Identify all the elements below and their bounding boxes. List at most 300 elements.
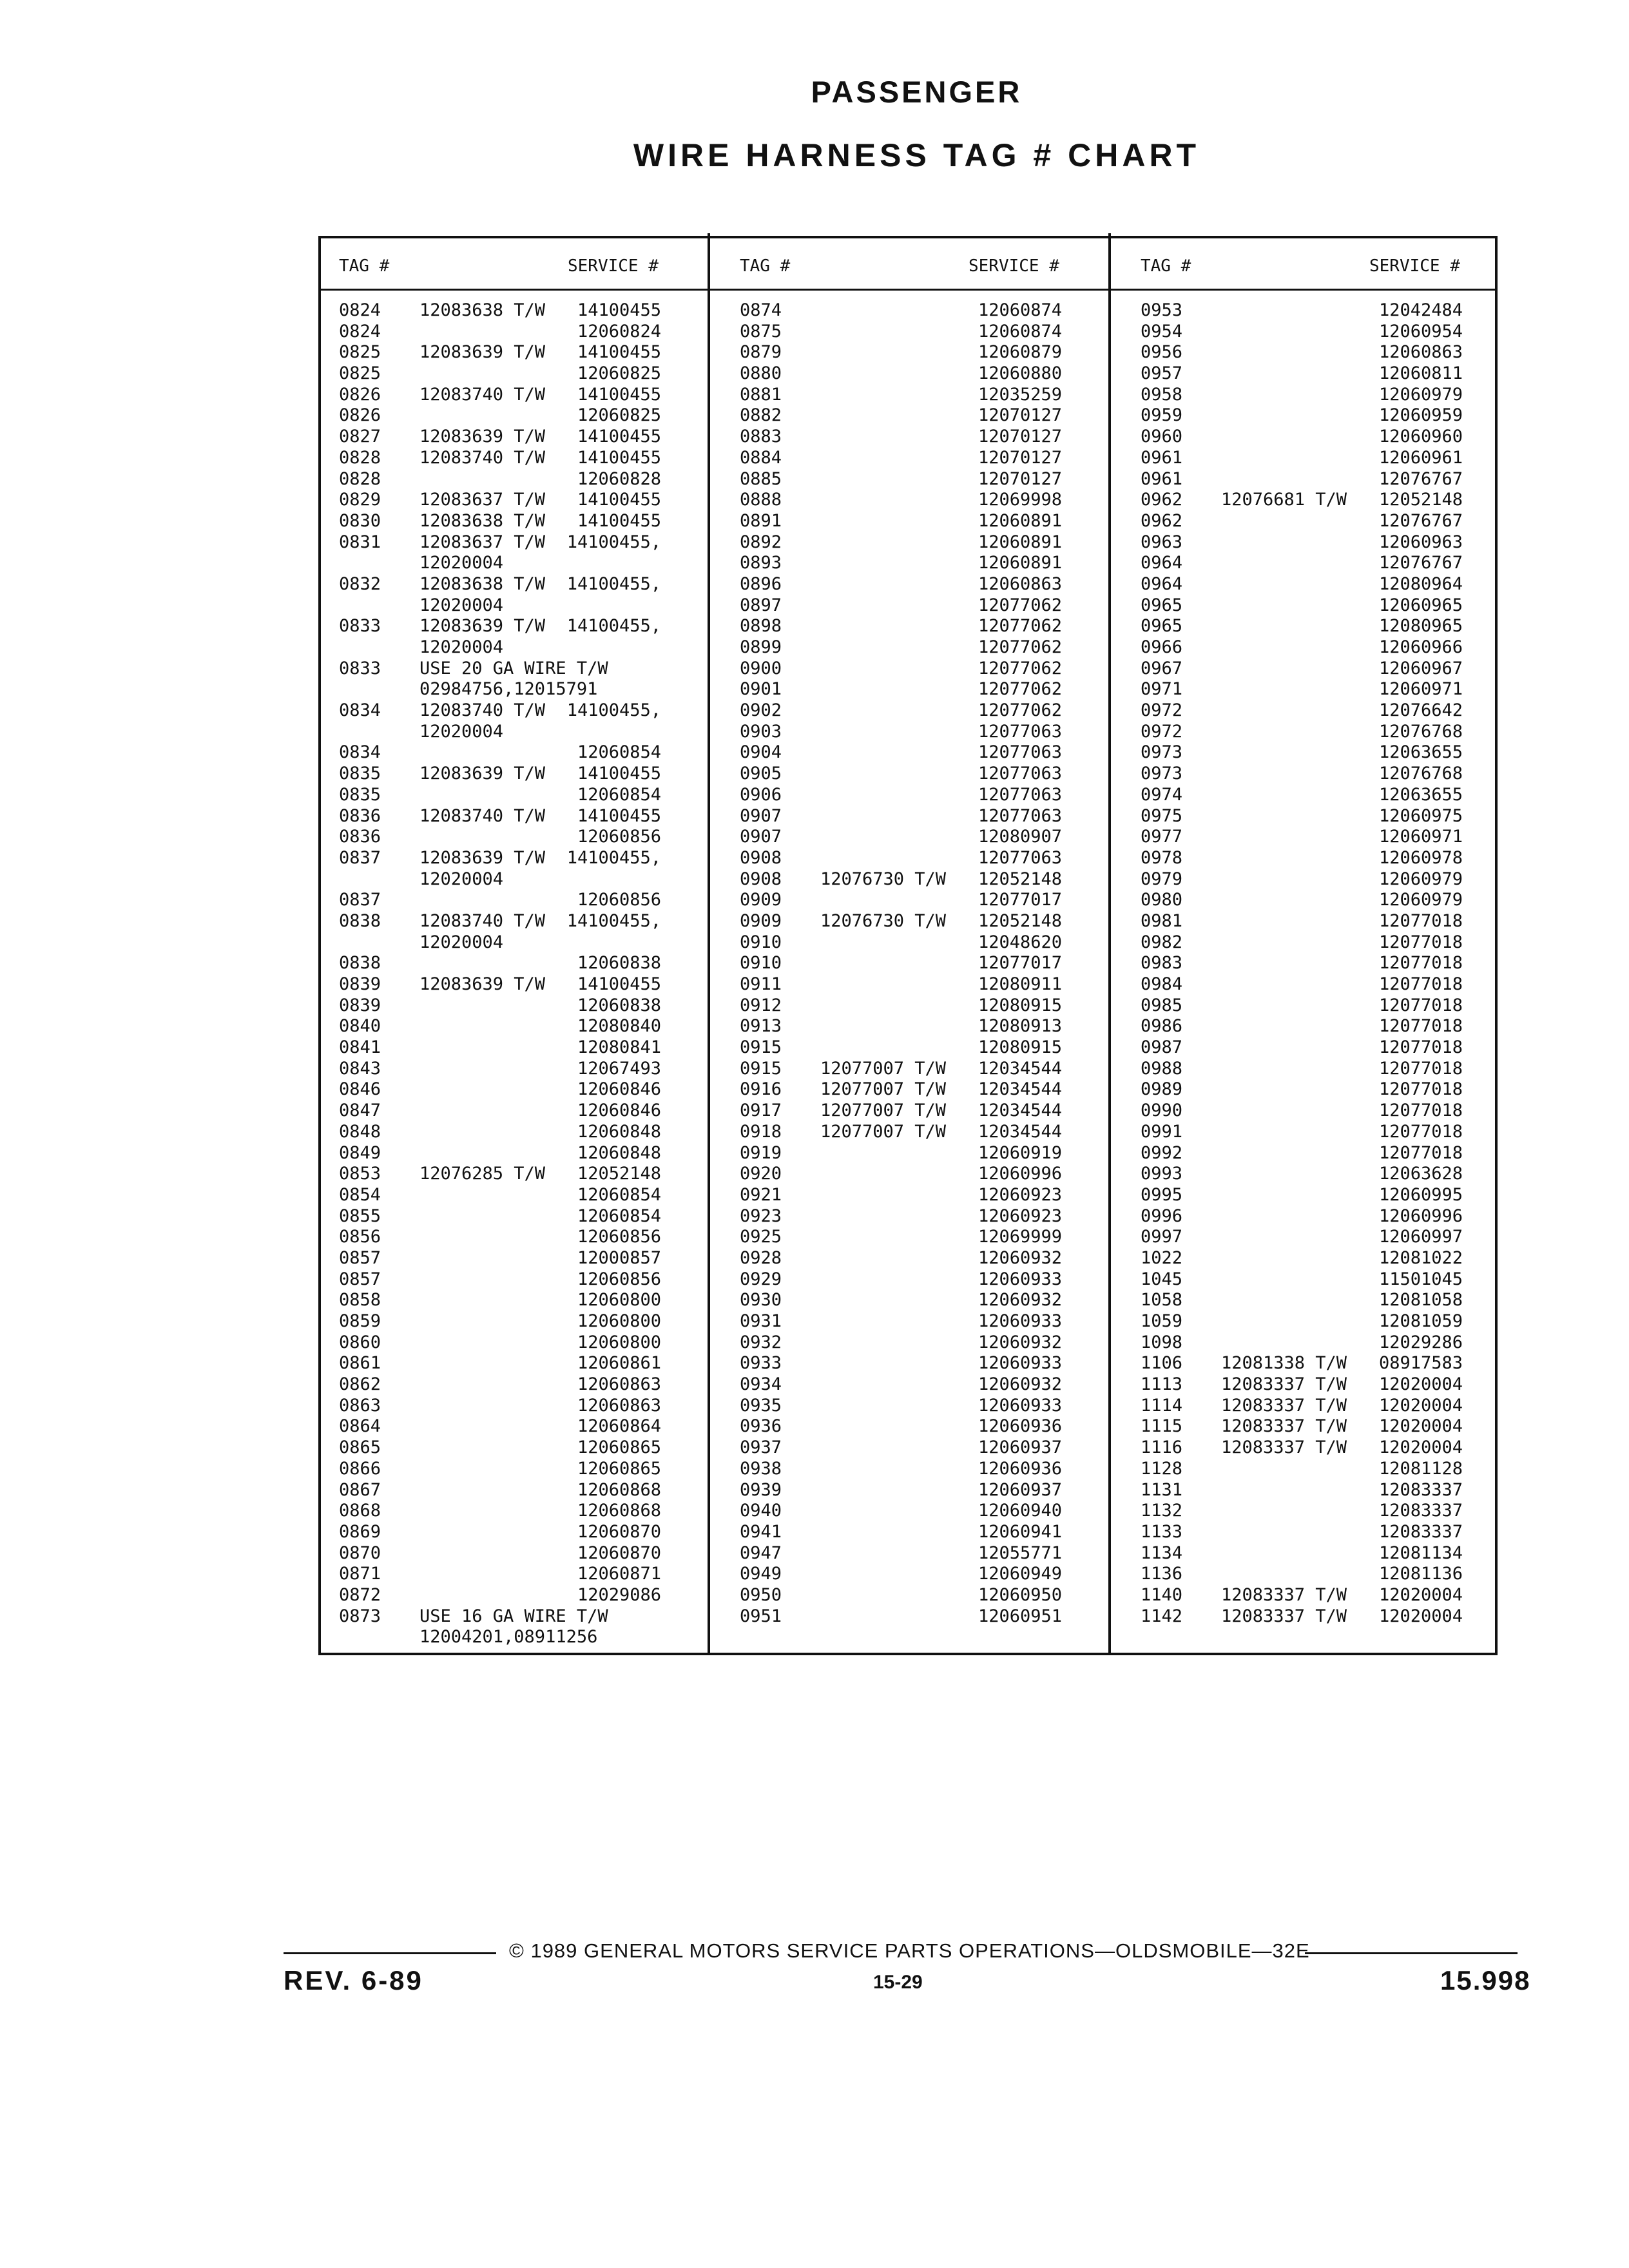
continuation-text: 12020004 bbox=[419, 553, 504, 573]
replacement-prefix: 12083639 T/W bbox=[419, 427, 546, 447]
header-service-col2: SERVICE # bbox=[969, 256, 1059, 276]
service-number: 12042484 bbox=[1378, 300, 1463, 320]
tag-number: 0839 bbox=[339, 974, 381, 994]
service-number: 12080907 bbox=[978, 827, 1062, 847]
service-number: 12060979 bbox=[1378, 384, 1463, 405]
tag-number: 0826 bbox=[339, 384, 381, 405]
service-number: 11501045 bbox=[1378, 1269, 1463, 1289]
service-number: 12060961 bbox=[1378, 447, 1463, 468]
tag-number: 0903 bbox=[740, 721, 782, 742]
tag-number: 0833 bbox=[339, 658, 381, 678]
tag-number: 0962 bbox=[1141, 510, 1183, 531]
tag-number: 0912 bbox=[740, 995, 782, 1015]
service-number: 12077062 bbox=[978, 595, 1062, 615]
service-number: 12063655 bbox=[1378, 784, 1463, 805]
service-number: 12076767 bbox=[1378, 510, 1463, 531]
tag-number: 0918 bbox=[740, 1121, 782, 1142]
service-number: 12060967 bbox=[1378, 658, 1463, 678]
tag-number: 0825 bbox=[339, 342, 381, 363]
tag-number: 0879 bbox=[740, 342, 782, 363]
tag-number: 0896 bbox=[740, 573, 782, 594]
service-number: 12060932 bbox=[978, 1247, 1062, 1268]
service-number: 12080915 bbox=[978, 1037, 1062, 1058]
tag-number: 0898 bbox=[740, 616, 782, 637]
tag-number: 0893 bbox=[740, 553, 782, 573]
copyright-line: © 1989 GENERAL MOTORS SERVICE PARTS OPERATIONS—OLDSMOBILE—32E bbox=[509, 1939, 1310, 1962]
tag-number: 0908 bbox=[740, 847, 782, 868]
tag-number: 1113 bbox=[1141, 1374, 1183, 1395]
service-number: 14100455 bbox=[577, 342, 661, 363]
tag-number: 0856 bbox=[339, 1227, 381, 1247]
service-number: 12060828 bbox=[577, 468, 661, 489]
replacement-prefix: 12076285 T/W bbox=[419, 1164, 546, 1184]
tag-number: 0997 bbox=[1141, 1227, 1183, 1247]
continuation-text: 12020004 bbox=[419, 637, 504, 657]
tag-number: 0833 bbox=[339, 616, 381, 637]
service-number: 12069998 bbox=[978, 490, 1062, 510]
service-number: 12060854 bbox=[577, 1184, 661, 1205]
tag-number: 0993 bbox=[1141, 1164, 1183, 1184]
service-number: 14100455 bbox=[577, 384, 661, 405]
tag-number: 0830 bbox=[339, 510, 381, 531]
chart-title: WIRE HARNESS TAG # CHART bbox=[633, 137, 1200, 173]
service-number: 12080964 bbox=[1378, 573, 1463, 594]
tag-number: 0931 bbox=[740, 1311, 782, 1331]
service-number: 14100455 bbox=[577, 300, 661, 320]
tag-number: 1098 bbox=[1141, 1332, 1183, 1352]
tag-number: 0928 bbox=[740, 1247, 782, 1268]
tag-number: 0843 bbox=[339, 1058, 381, 1079]
service-number: 12077018 bbox=[1378, 1079, 1463, 1100]
service-number: 12060933 bbox=[978, 1395, 1062, 1416]
service-number: 12020004 bbox=[1378, 1437, 1463, 1458]
service-number: 12029286 bbox=[1378, 1332, 1463, 1352]
tag-number: 0907 bbox=[740, 805, 782, 826]
service-number: 12060936 bbox=[978, 1458, 1062, 1479]
service-number: 14100455 bbox=[577, 764, 661, 784]
tag-number: 0933 bbox=[740, 1353, 782, 1374]
tag-number: 1142 bbox=[1141, 1606, 1183, 1626]
tag-number: 0973 bbox=[1141, 764, 1183, 784]
tag-number: 0865 bbox=[339, 1437, 381, 1458]
service-number: 12020004 bbox=[1378, 1374, 1463, 1395]
tag-number: 0983 bbox=[1141, 953, 1183, 974]
service-number: 12020004 bbox=[1378, 1584, 1463, 1605]
service-number: 12060848 bbox=[577, 1142, 661, 1163]
tag-number: 0874 bbox=[740, 300, 782, 320]
service-number: 12069999 bbox=[978, 1227, 1062, 1247]
tag-number: 0958 bbox=[1141, 384, 1183, 405]
replacement-prefix: 12083639 T/W bbox=[419, 974, 546, 994]
replacement-prefix: 12083637 T/W bbox=[419, 532, 546, 552]
tag-number: 0935 bbox=[740, 1395, 782, 1416]
page-title: PASSENGER bbox=[811, 75, 1023, 109]
service-number: 12052148 bbox=[577, 1164, 661, 1184]
service-number: 12077017 bbox=[978, 890, 1062, 910]
tag-number: 0923 bbox=[740, 1206, 782, 1226]
header-rule bbox=[321, 289, 1495, 291]
service-number: 12077018 bbox=[1378, 1100, 1463, 1121]
continuation-text: 12020004 bbox=[419, 595, 504, 615]
tag-number: 0824 bbox=[339, 300, 381, 320]
tag-number: 0979 bbox=[1141, 869, 1183, 889]
service-number: 12060923 bbox=[978, 1206, 1062, 1226]
service-number: 12060965 bbox=[1378, 595, 1463, 615]
service-number: 12077018 bbox=[1378, 932, 1463, 952]
service-number: 12060854 bbox=[577, 1206, 661, 1226]
tag-number: 1140 bbox=[1141, 1584, 1183, 1605]
service-number: 12052148 bbox=[978, 910, 1062, 931]
service-number: 12070127 bbox=[978, 447, 1062, 468]
service-number: 14100455, bbox=[566, 910, 661, 931]
replacement-prefix: 12083337 T/W bbox=[1221, 1584, 1347, 1605]
service-number: 12060825 bbox=[577, 405, 661, 426]
tag-number: 0888 bbox=[740, 490, 782, 510]
tag-number: 0828 bbox=[339, 447, 381, 468]
replacement-prefix: 12081338 T/W bbox=[1221, 1353, 1347, 1374]
tag-number: 1134 bbox=[1141, 1542, 1183, 1563]
service-number: 12060940 bbox=[978, 1501, 1062, 1521]
service-number: 12063628 bbox=[1378, 1164, 1463, 1184]
service-number: 12060848 bbox=[577, 1121, 661, 1142]
service-number: 12077018 bbox=[1378, 1016, 1463, 1037]
service-number: 08917583 bbox=[1378, 1353, 1463, 1374]
tag-number: 0982 bbox=[1141, 932, 1183, 952]
service-number: 12000857 bbox=[577, 1247, 661, 1268]
tag-number: 0964 bbox=[1141, 573, 1183, 594]
tag-number: 0849 bbox=[339, 1142, 381, 1163]
service-number: 12048620 bbox=[978, 932, 1062, 952]
service-number: 12034544 bbox=[978, 1079, 1062, 1100]
tag-number: 1131 bbox=[1141, 1479, 1183, 1500]
tag-number: 0836 bbox=[339, 827, 381, 847]
tag-number: 0880 bbox=[740, 363, 782, 384]
tag-number: 0899 bbox=[740, 637, 782, 657]
service-number: 12077018 bbox=[1378, 910, 1463, 931]
tag-number: 0829 bbox=[339, 490, 381, 510]
service-number: 12060879 bbox=[978, 342, 1062, 363]
tag-number: 0975 bbox=[1141, 805, 1183, 826]
service-number: 12060932 bbox=[978, 1290, 1062, 1311]
service-number: 12060800 bbox=[577, 1290, 661, 1311]
service-number: 12076768 bbox=[1378, 721, 1463, 742]
tag-number: 0916 bbox=[740, 1079, 782, 1100]
service-number: 12077062 bbox=[978, 658, 1062, 678]
service-number: 12060856 bbox=[577, 827, 661, 847]
tag-number: 0870 bbox=[339, 1542, 381, 1563]
tag-number: 0967 bbox=[1141, 658, 1183, 678]
service-number: 14100455 bbox=[577, 510, 661, 531]
service-number: 12060937 bbox=[978, 1479, 1062, 1500]
header-tag-col2: TAG # bbox=[740, 256, 791, 276]
service-number: 12060874 bbox=[978, 321, 1062, 341]
replacement-prefix: 12083639 T/W bbox=[419, 616, 546, 637]
service-number: 12060863 bbox=[978, 573, 1062, 594]
tag-number: 0925 bbox=[740, 1227, 782, 1247]
tag-number: 0932 bbox=[740, 1332, 782, 1352]
service-number: 12080913 bbox=[978, 1016, 1062, 1037]
replacement-prefix: USE 20 GA WIRE T/W bbox=[419, 658, 608, 678]
replacement-prefix: 12083637 T/W bbox=[419, 490, 546, 510]
service-number: 12060846 bbox=[577, 1079, 661, 1100]
tag-number: 0827 bbox=[339, 427, 381, 447]
service-number: 12077018 bbox=[1378, 953, 1463, 974]
service-number: 12060995 bbox=[1378, 1184, 1463, 1205]
service-number: 12080965 bbox=[1378, 616, 1463, 637]
tag-number: 0992 bbox=[1141, 1142, 1183, 1163]
tag-number: 0838 bbox=[339, 953, 381, 974]
service-number: 14100455 bbox=[577, 427, 661, 447]
tag-number: 0960 bbox=[1141, 427, 1183, 447]
tag-number: 0884 bbox=[740, 447, 782, 468]
service-number: 12060871 bbox=[577, 1564, 661, 1584]
tag-number: 0973 bbox=[1141, 742, 1183, 763]
service-number: 12060811 bbox=[1378, 363, 1463, 384]
replacement-prefix: 12083337 T/W bbox=[1221, 1416, 1347, 1437]
tag-number: 0825 bbox=[339, 363, 381, 384]
tag-number: 0826 bbox=[339, 405, 381, 426]
tag-number: 0863 bbox=[339, 1395, 381, 1416]
service-number: 12060825 bbox=[577, 363, 661, 384]
tag-number: 0835 bbox=[339, 764, 381, 784]
tag-number: 0875 bbox=[740, 321, 782, 341]
tag-number: 0872 bbox=[339, 1584, 381, 1605]
tag-number: 0855 bbox=[339, 1206, 381, 1226]
tag-number: 0956 bbox=[1141, 342, 1183, 363]
tag-number: 1059 bbox=[1141, 1311, 1183, 1331]
replacement-prefix: 12076730 T/W bbox=[820, 910, 947, 931]
service-number: 12052148 bbox=[978, 869, 1062, 889]
tag-number: 0915 bbox=[740, 1058, 782, 1079]
tag-number: 0832 bbox=[339, 573, 381, 594]
replacement-prefix: 12077007 T/W bbox=[820, 1100, 947, 1121]
service-number: 12060856 bbox=[577, 1227, 661, 1247]
tag-number: 1022 bbox=[1141, 1247, 1183, 1268]
tag-number: 0971 bbox=[1141, 679, 1183, 700]
service-number: 12077018 bbox=[1378, 1037, 1463, 1058]
tag-number: 0867 bbox=[339, 1479, 381, 1500]
service-number: 12060979 bbox=[1378, 869, 1463, 889]
replacement-prefix: 12083337 T/W bbox=[1221, 1395, 1347, 1416]
tag-number: 0937 bbox=[740, 1437, 782, 1458]
header-tag-col1: TAG # bbox=[339, 256, 390, 276]
service-number: 12083337 bbox=[1378, 1521, 1463, 1542]
tag-number: 0920 bbox=[740, 1164, 782, 1184]
service-number: 12081058 bbox=[1378, 1290, 1463, 1311]
service-number: 12077062 bbox=[978, 616, 1062, 637]
replacement-prefix: 12083337 T/W bbox=[1221, 1606, 1347, 1626]
tag-number: 0904 bbox=[740, 742, 782, 763]
tag-number: 0913 bbox=[740, 1016, 782, 1037]
service-number: 12081136 bbox=[1378, 1564, 1463, 1584]
replacement-prefix: 12083740 T/W bbox=[419, 700, 546, 721]
service-number: 12070127 bbox=[978, 427, 1062, 447]
service-number: 12077018 bbox=[1378, 995, 1463, 1015]
service-number: 12081128 bbox=[1378, 1458, 1463, 1479]
tag-number: 0949 bbox=[740, 1564, 782, 1584]
tag-number: 0846 bbox=[339, 1079, 381, 1100]
service-number: 12060891 bbox=[978, 553, 1062, 573]
tag-number: 0991 bbox=[1141, 1121, 1183, 1142]
tag-number: 0996 bbox=[1141, 1206, 1183, 1226]
tag-number: 0947 bbox=[740, 1542, 782, 1563]
service-number: 12063655 bbox=[1378, 742, 1463, 763]
tag-number: 0962 bbox=[1141, 490, 1183, 510]
service-number: 14100455, bbox=[566, 847, 661, 868]
service-number: 12060864 bbox=[577, 1416, 661, 1437]
service-number: 12060854 bbox=[577, 784, 661, 805]
service-number: 12029086 bbox=[577, 1584, 661, 1605]
header-service-col1: SERVICE # bbox=[568, 256, 659, 276]
tag-number: 0984 bbox=[1141, 974, 1183, 994]
service-number: 12077062 bbox=[978, 700, 1062, 721]
continuation-text: 02984756,12015791 bbox=[419, 679, 598, 700]
tag-number: 0902 bbox=[740, 700, 782, 721]
service-number: 12060861 bbox=[577, 1353, 661, 1374]
tag-number: 0934 bbox=[740, 1374, 782, 1395]
tag-number: 0848 bbox=[339, 1121, 381, 1142]
service-number: 12060891 bbox=[978, 510, 1062, 531]
service-number: 12060863 bbox=[1378, 342, 1463, 363]
service-number: 12080911 bbox=[978, 974, 1062, 994]
tag-number: 0831 bbox=[339, 532, 381, 552]
tag-number: 0839 bbox=[339, 995, 381, 1015]
tag-number: 0929 bbox=[740, 1269, 782, 1289]
tag-number: 0953 bbox=[1141, 300, 1183, 320]
service-number: 14100455 bbox=[577, 805, 661, 826]
service-number: 12060950 bbox=[978, 1584, 1062, 1605]
service-number: 14100455, bbox=[566, 700, 661, 721]
footer-rule-right bbox=[1305, 1952, 1518, 1954]
replacement-prefix: 12083639 T/W bbox=[419, 764, 546, 784]
service-number: 12060865 bbox=[577, 1458, 661, 1479]
service-number: 12060959 bbox=[1378, 405, 1463, 426]
service-number: 12081022 bbox=[1378, 1247, 1463, 1268]
service-number: 12060932 bbox=[978, 1332, 1062, 1352]
service-number: 12060954 bbox=[1378, 321, 1463, 341]
tag-number: 0885 bbox=[740, 468, 782, 489]
tag-number: 0907 bbox=[740, 827, 782, 847]
service-number: 12077062 bbox=[978, 637, 1062, 657]
replacement-prefix: 12083337 T/W bbox=[1221, 1437, 1347, 1458]
tag-number: 0951 bbox=[740, 1606, 782, 1626]
continuation-text: 12020004 bbox=[419, 932, 504, 952]
replacement-prefix: 12083740 T/W bbox=[419, 384, 546, 405]
service-number: 12060975 bbox=[1378, 805, 1463, 826]
service-number: 12060978 bbox=[1378, 847, 1463, 868]
service-number: 12070127 bbox=[978, 468, 1062, 489]
tag-number: 0964 bbox=[1141, 553, 1183, 573]
service-number: 12034544 bbox=[978, 1058, 1062, 1079]
replacement-prefix: 12077007 T/W bbox=[820, 1058, 947, 1079]
service-number: 12060971 bbox=[1378, 827, 1463, 847]
replacement-prefix: 12077007 T/W bbox=[820, 1121, 947, 1142]
tag-number: 0974 bbox=[1141, 784, 1183, 805]
service-number: 12076768 bbox=[1378, 764, 1463, 784]
tag-number: 0957 bbox=[1141, 363, 1183, 384]
service-number: 12060868 bbox=[577, 1501, 661, 1521]
tag-number: 0857 bbox=[339, 1247, 381, 1268]
service-number: 12077063 bbox=[978, 721, 1062, 742]
tag-number: 0917 bbox=[740, 1100, 782, 1121]
tag-number: 0871 bbox=[339, 1564, 381, 1584]
service-number: 12060824 bbox=[577, 321, 661, 341]
service-number: 12060997 bbox=[1378, 1227, 1463, 1247]
service-number: 12060846 bbox=[577, 1100, 661, 1121]
tag-number: 0869 bbox=[339, 1521, 381, 1542]
tag-number: 1116 bbox=[1141, 1437, 1183, 1458]
tag-number: 0938 bbox=[740, 1458, 782, 1479]
tag-number: 0909 bbox=[740, 910, 782, 931]
service-number: 12077018 bbox=[1378, 974, 1463, 994]
tag-number: 0987 bbox=[1141, 1037, 1183, 1058]
replacement-prefix: 12076681 T/W bbox=[1221, 490, 1347, 510]
page-number: 15-29 bbox=[873, 1972, 923, 1993]
service-number: 12060966 bbox=[1378, 637, 1463, 657]
replacement-prefix: 12083740 T/W bbox=[419, 447, 546, 468]
tag-number: 0841 bbox=[339, 1037, 381, 1058]
service-number: 12034544 bbox=[978, 1121, 1062, 1142]
continuation-text: 12020004 bbox=[419, 721, 504, 742]
service-number: 12060923 bbox=[978, 1184, 1062, 1205]
revision-date: REV. 6-89 bbox=[284, 1965, 423, 1995]
service-number: 12060951 bbox=[978, 1606, 1062, 1626]
tag-number: 0965 bbox=[1141, 595, 1183, 615]
service-number: 12060870 bbox=[577, 1542, 661, 1563]
service-number: 14100455 bbox=[577, 447, 661, 468]
replacement-prefix: 12083337 T/W bbox=[1221, 1374, 1347, 1395]
replacement-prefix: 12083740 T/W bbox=[419, 910, 546, 931]
service-number: 12020004 bbox=[1378, 1395, 1463, 1416]
service-number: 12077062 bbox=[978, 679, 1062, 700]
tag-number: 0963 bbox=[1141, 532, 1183, 552]
header-service-col3: SERVICE # bbox=[1369, 256, 1460, 276]
service-number: 12077063 bbox=[978, 784, 1062, 805]
tag-number: 1128 bbox=[1141, 1458, 1183, 1479]
tag-number: 0868 bbox=[339, 1501, 381, 1521]
tag-number: 0995 bbox=[1141, 1184, 1183, 1205]
service-number: 12080840 bbox=[577, 1016, 661, 1037]
service-number: 12020004 bbox=[1378, 1606, 1463, 1626]
service-number: 12035259 bbox=[978, 384, 1062, 405]
service-number: 12060996 bbox=[1378, 1206, 1463, 1226]
tag-number: 0834 bbox=[339, 700, 381, 721]
service-number: 12060891 bbox=[978, 532, 1062, 552]
header-tag-col3: TAG # bbox=[1141, 256, 1191, 276]
tag-number: 0919 bbox=[740, 1142, 782, 1163]
service-number: 12080841 bbox=[577, 1037, 661, 1058]
service-number: 12077063 bbox=[978, 742, 1062, 763]
tag-number: 0910 bbox=[740, 932, 782, 952]
tag-number: 0891 bbox=[740, 510, 782, 531]
continuation-text: 12004201,08911256 bbox=[419, 1627, 598, 1648]
tag-number: 0909 bbox=[740, 890, 782, 910]
service-number: 12081134 bbox=[1378, 1542, 1463, 1563]
tag-number: 0908 bbox=[740, 869, 782, 889]
section-number: 15.998 bbox=[1440, 1965, 1531, 1995]
service-number: 12060933 bbox=[978, 1353, 1062, 1374]
service-number: 12060838 bbox=[577, 995, 661, 1015]
service-number: 12077018 bbox=[1378, 1121, 1463, 1142]
service-number: 14100455, bbox=[566, 532, 661, 552]
tag-number: 0910 bbox=[740, 953, 782, 974]
tag-number: 0936 bbox=[740, 1416, 782, 1437]
service-number: 12052148 bbox=[1378, 490, 1463, 510]
service-number: 12060979 bbox=[1378, 890, 1463, 910]
tag-number: 0882 bbox=[740, 405, 782, 426]
tag-number: 0838 bbox=[339, 910, 381, 931]
tag-number: 1133 bbox=[1141, 1521, 1183, 1542]
